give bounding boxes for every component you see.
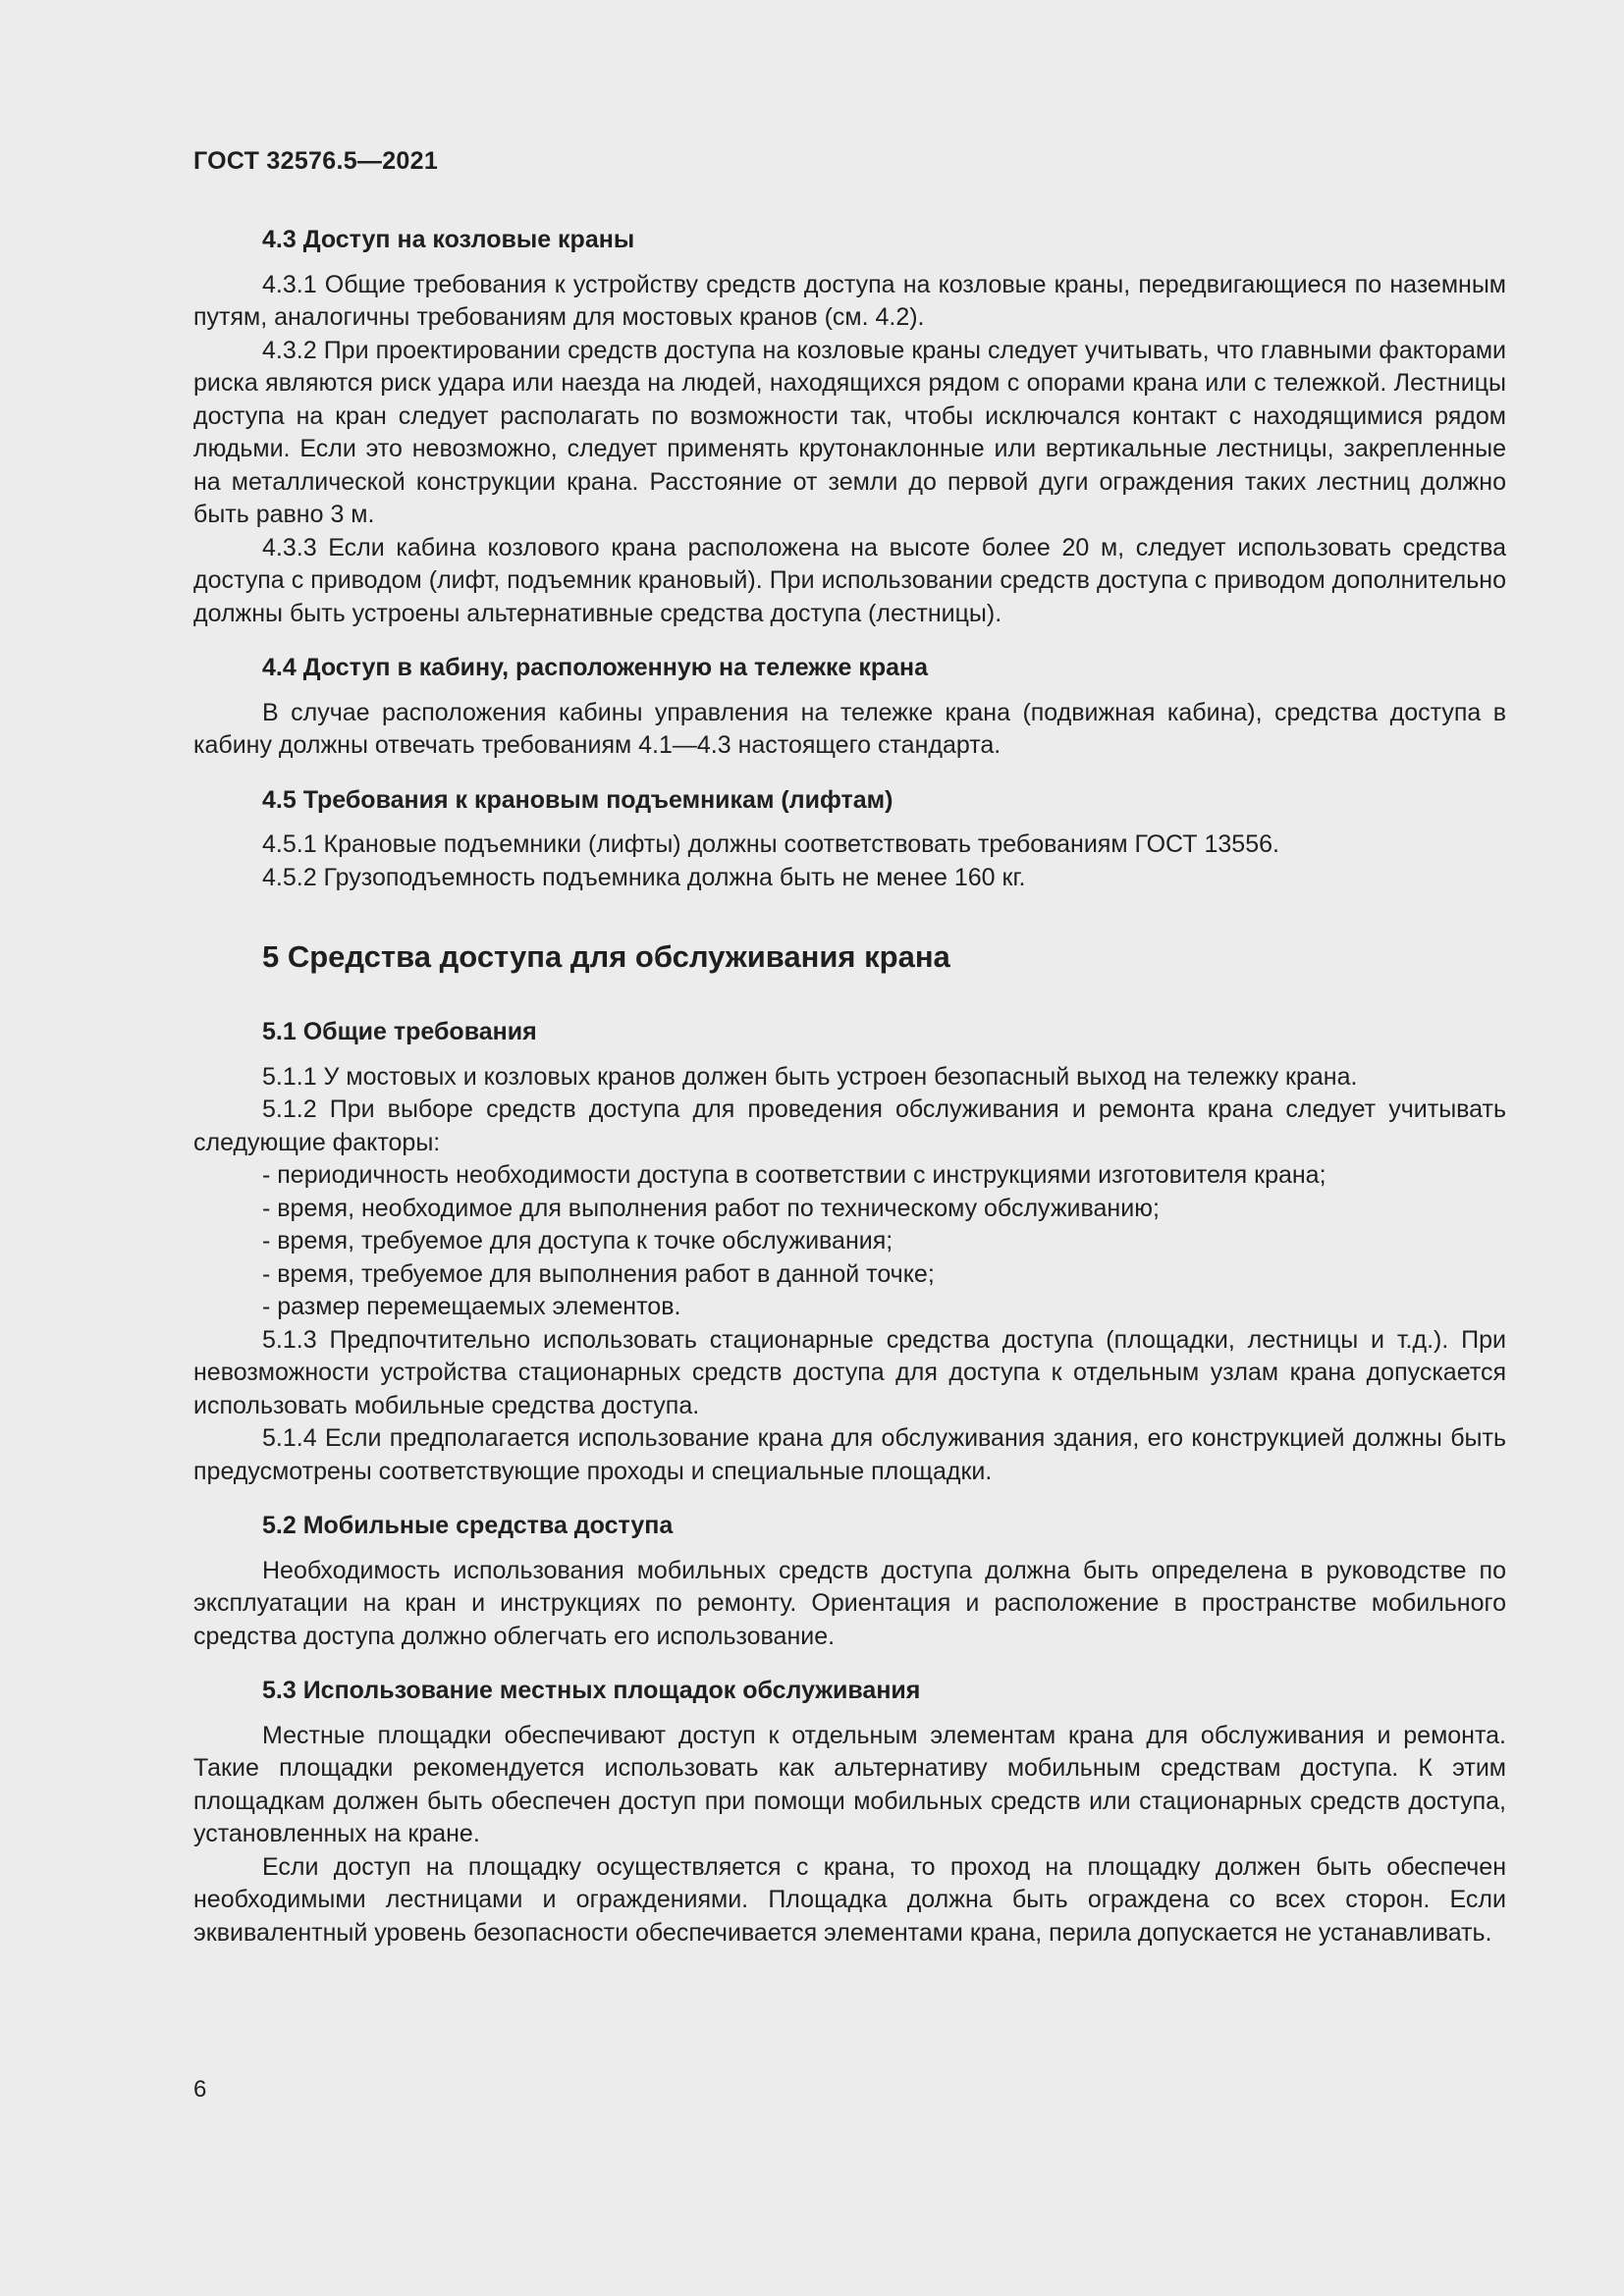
document-body: [193, 224, 1506, 1949]
paragraph: 4.5.1 Крановые подъемники (лифты) должны соответствовать требованиям ГОСТ 13556.: [262, 830, 1279, 858]
paragraph: Если доступ на площадку осуществляется с крана, то проход на площадку должен быть обеспечен необходимыми лестницами и ограждениями. Площадка должна быть ограждена со всех сторон. Если эквивалентный уровень безопасности обеспечивается элементами крана, перила допускается не устанавливать.: [193, 1852, 1506, 1947]
chapter-title: 5 Средства доступа для обслуживания крана: [262, 939, 950, 974]
section-title: 4.3 Доступ на козловые краны: [262, 226, 635, 253]
paragraph: 4.3.2 При проектировании средств доступа на козловые краны следует учитывать, что главными факторами риска являются риск удара или наезда на людей, находящихся рядом с опорами крана или с тележкой. Лестницы доступа на кран следует располагать по возможности так, чтобы исключался контакт с находящимися рядом людьми. Если это невозможно, следует применять крутонаклонные или вертикальные лестницы, закрепленные на металлической конструкции крана. Расстояние от земли до первой дуги ограждения таких лестниц должно быть равно 3 м.: [193, 336, 1506, 528]
list-item: - периодичность необходимости доступа в соответствии с инструкциями изготовителя крана;: [262, 1161, 1326, 1189]
paragraph: 5.1.4 Если предполагается использование крана для обслуживания здания, его конструкцией должны быть предусмотрены соответствующие проходы и специальные площадки.: [193, 1424, 1506, 1485]
section-title: 4.5 Требования к крановым подъемникам (лифтам): [262, 785, 893, 814]
document-header: ГОСТ 32576.5—2021: [193, 147, 439, 175]
list-item: - размер перемещаемых элементов.: [262, 1293, 681, 1320]
section-title: 5.1 Общие требования: [262, 1018, 537, 1045]
section-4-3: [193, 224, 1506, 630]
paragraph: В случае расположения кабины управления на тележке крана (подвижная кабина), средства доступа в кабину должны отвечать требованиям 4.1—4.3 настоящего стандарта.: [193, 698, 1506, 759]
section-4-4: [193, 652, 1506, 763]
list-item: - время, требуемое для доступа к точке обслуживания;: [262, 1227, 893, 1255]
section-title: 4.4 Доступ в кабину, расположенную на тележке крана: [262, 654, 929, 681]
page-number: 6: [193, 2076, 207, 2103]
paragraph: 5.1.2 При выборе средств доступа для проведения обслуживания и ремонта крана следует учитывать следующие факторы:: [193, 1095, 1506, 1156]
paragraph: 5.1.1 У мостовых и козловых кранов должен быть устроен безопасный выход на тележку крана.: [262, 1062, 1358, 1091]
list-item: - время, требуемое для выполнения работ в данной точке;: [262, 1259, 935, 1288]
paragraph: Местные площадки обеспечивают доступ к отдельным элементам крана для обслуживания и ремонта. Такие площадки рекомендуется использовать как альтернативу мобильным средствам доступа. К этим площадкам должен быть обеспечен доступ при помощи мобильных средств или стационарных средств доступа, установленных на кране.: [193, 1721, 1506, 1847]
section-5-3: [193, 1675, 1506, 1949]
section-5-2: [193, 1510, 1506, 1653]
paragraph: 4.5.2 Грузоподъемность подъемника должна быть не менее 160 кг.: [262, 863, 1026, 891]
paragraph: Необходимость использования мобильных средств доступа должна быть определена в руководстве по эксплуатации на кран и инструкциях по ремонту. Ориентация и расположение в пространстве мобильного средства доступа должно облегчать его использование.: [193, 1556, 1506, 1650]
section-4-5: [193, 784, 1506, 895]
paragraph: 4.3.3 Если кабина козлового крана расположена на высоте более 20 м, следует использовать средства доступа с приводом (лифт, подъемник крановый). При использовании средств доступа с приводом дополнительно должны быть устроены альтернативные средства доступа (лестницы).: [193, 533, 1506, 627]
paragraph: 5.1.3 Предпочтительно использовать стационарные средства доступа (площадки, лестницы и т.д.). При невозможности устройства стационарных средств доступа для доступа к отдельным узлам крана допускается использовать мобильные средства доступа.: [193, 1325, 1506, 1419]
section-5-1: [193, 1016, 1506, 1488]
list-item: - время, необходимое для выполнения работ по техническому обслуживанию;: [262, 1194, 1160, 1222]
section-title: 5.3 Использование местных площадок обслуживания: [262, 1677, 921, 1704]
section-title: 5.2 Мобильные средства доступа: [262, 1512, 674, 1539]
paragraph: 4.3.1 Общие требования к устройству средств доступа на козловые краны, передвигающиеся по наземным путям, аналогичны требованиям для мостовых кранов (см. 4.2).: [193, 270, 1506, 331]
